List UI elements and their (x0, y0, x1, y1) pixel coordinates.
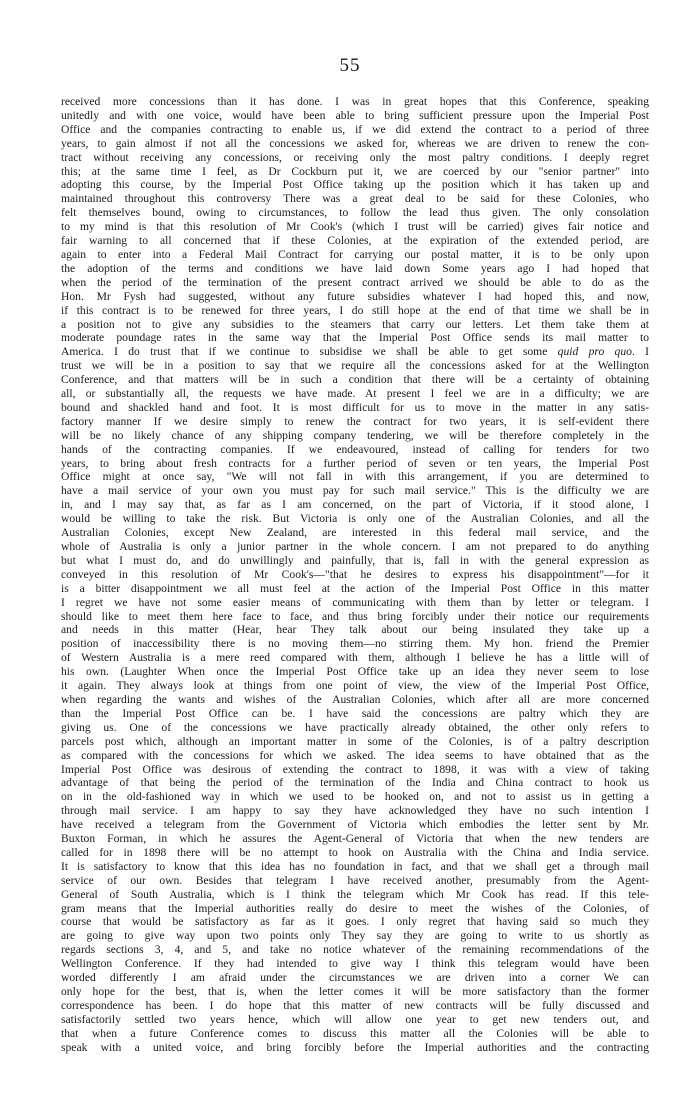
text-line: in, and I may say that, as far as I am concerned, on the part of Victoria, if it stood alone, I (61, 498, 649, 512)
text-line: when the period of the termination of the present contract arrived we should be able to do as the (61, 275, 649, 289)
text-line: received more concessions than it has done. I was in great hopes that this Conference, speaking (61, 95, 649, 108)
text-line: all, or substantially all, the requests we have made. At present I feel we are in a difficulty; we are (61, 387, 649, 401)
text-line: maintained throughout this controversy There was a great deal to be said for these Colonies, who (61, 192, 649, 206)
text-line: is a bitter disappointment we all must feel at the action of the Imperial Post Office in this matter (61, 581, 649, 595)
text-line: It is satisfactory to know that this idea has no foundation in fact, and that we shall get a through mail (61, 859, 649, 873)
text-line: whole of Australia is only a junior partner in the whole concern. I am not prepared to do anything (61, 540, 649, 553)
text-line: the adoption of the terms and conditions we have laid down Some years ago I had hoped that (61, 261, 649, 275)
text-line: called for in 1898 there will be no attempt to hook on Australia with the China and India service. (61, 845, 649, 859)
text-line: factory manner If we desire simply to renew the contract for two years, it is self-evident there (61, 414, 649, 428)
text-line: and needs in this matter (Hear, hear They talk about our being insulated they take up a (61, 623, 649, 637)
text-line: have a mail service of your own you must pay for such mail service." This is the difficulty we are (61, 484, 649, 498)
text-line: on in the old-fashioned way in which we used to be hooked on, and not to assist us in getting a (61, 790, 649, 804)
text-line: Office and the companies contracting to enable us, if we did extend the contract to a period of three (61, 122, 649, 136)
text-line: service of our own. Besides that telegram I have received another, presumably from the Agent- (61, 873, 649, 887)
text-line: when regarding the wants and wishes of the Australian Colonies, which after all are more concerned (61, 692, 649, 706)
text-line: will be no likely chance of any shipping company tendering, we will be therefore completely in the (61, 428, 649, 442)
text-line: Buxton Forman, in which he assures the Agent-General of Victoria that when the new tenders are (61, 832, 649, 846)
text-line: speak with a united voice, and bring forcibly before the Imperial authorities and the contracting (61, 1040, 649, 1054)
text-line: conveyed in this resolution of Mr Cook's—"that he desires to express his disappointment"—for it (61, 567, 649, 581)
italic-phrase: quid pro quo (557, 345, 632, 359)
text-line: Office might at once say, "We will not fall in with this arrangement, if you are determined to (61, 470, 649, 484)
text-line: through mail service. I am happy to say they have acknowledged they have no such intention I (61, 804, 649, 818)
body-text (61, 95, 649, 1055)
text-line: have received a telegram from the Government of Victoria which embodies the letter sent by Mr. (61, 818, 649, 832)
text-line: correspondence has been. I do hope that this matter of new contracts will be fully discussed and (61, 998, 649, 1012)
text-line: giving us. One of the concessions we have practically already obtained, the other only refers to (61, 720, 649, 734)
text-line: tract without receiving any concessions, or receiving only the most paltry conditions. I deeply regret (61, 150, 649, 164)
text-line: his own. (Laughter When once the Imperial Post Office take up an idea they never seem to lose (61, 665, 649, 679)
text-line: if this contract is to be renewed for three years, I do still hope at the end of that time we shall be in (61, 303, 649, 317)
text-line: satisfactorily settled two years hence, which will allow one year to get new tenders out, and (61, 1012, 649, 1026)
text-line: Imperial Post Office was desirous of extending the contract to 1898, it was with a view of taking (61, 762, 649, 776)
text-line: Conference, and that matters will be in such a condition that there will be a certainty of obtaining (61, 373, 649, 387)
text-line: worded differently I am afraid under the circumstances we are driven into a corner We can (61, 971, 649, 985)
text-line: trust we will be in a position to say that we require all the concessions asked for at the Wellington (61, 359, 649, 373)
text-line: regards sections 3, 4, and 5, and take no notice whatever of the remaining recommendations of the (61, 943, 649, 957)
text-line: would be willing to take the risk. But Victoria is only one of the Australian Colonies, and all the (61, 512, 649, 526)
text-line: advantage of that being the period of the termination of the India and China contract to hook us (61, 776, 649, 790)
text-line: parcels post which, although an important matter in some of the Colonies, is of a paltry description (61, 734, 649, 748)
text-line: Australian Colonies, except New Zealand, are interested in this federal mail service, and the (61, 526, 649, 540)
text-line: to my mind is that this resolution of Mr Cook's (which I trust will be carried) gives fair notice and (61, 220, 649, 234)
text-line: years, to gain almost if not all the concessions we asked for, whereas we are driven to renew the con- (61, 136, 649, 150)
text-line: bound and shackled hand and foot. It is most difficult for us to move in the matter in any satis- (61, 400, 649, 414)
text-line: gram means that the Imperial authorities really do desire to meet the wishes of the Colonies, of (61, 901, 649, 915)
text-line: of Western Australia is a mere reed compared with them, although I believe he has a little will of (61, 651, 649, 665)
text-line: General of South Australia, which is I think the telegram which Mr Cook has read. If this tele- (61, 887, 649, 901)
text-line: are going to give way upon two points only They say they are going to write to us shortly as (61, 929, 649, 943)
text-line: this; at the same time I feel, as Dr Cockburn put it, we are coerced by our "senior partner" into (61, 164, 649, 178)
text-line: course that would be satisfactory as far as it goes. I only regret that having said so much they (61, 915, 649, 929)
text-line: adopting this course, by the Imperial Post Office taking up the position which it has taken up and (61, 178, 649, 192)
text-line: hands of the contracting companies. If we endeavoured, instead of calling for tenders for two (61, 442, 649, 456)
text-line: moderate poundage rates in the same way that the Imperial Post Office sends its mail matter to (61, 331, 649, 345)
text-line: Hon. Mr Fysh had suggested, without any future subsidies whatever I had hoped this, and now, (61, 289, 649, 303)
text-line: Wellington Conference. If they had intended to give way I think this telegram would have been (61, 957, 649, 971)
text-line: only hope for the best, that is, when the letter comes it will be more satisfactory than the former (61, 985, 649, 998)
text-line: fair warning to all concerned that if these Colonies, at the expiration of the extended period, are (61, 234, 649, 248)
text-line: unitedly and with one voice, would have been able to bring sufficient pressure upon the Imperial Post (61, 108, 649, 122)
text-line: that when a future Conference comes to discuss this matter all the Colonies will be able to (61, 1026, 649, 1040)
text-line: but what I must do, and do unwillingly and painfully, that is, fall in with the general expression as (61, 553, 649, 567)
text-line: should like to meet them here face to face, and thus bring forcibly under their notice our requirements (61, 609, 649, 623)
text-line: I regret we have not some easier means of communicating with them than by letter or telegram. I (61, 595, 649, 609)
text-line: as compared with the concessions for which we asked. The idea seems to have obtained that as the (61, 748, 649, 762)
text-line: again to enter into a Federal Mail Contract for carrying our postal matter, it is to be only upon (61, 247, 649, 261)
text-line: than the Imperial Post Office can be. I have said the concessions are paltry which they are (61, 706, 649, 720)
text-line: it again. They always look at things from one point of view, the view of the Imperial Post Office, (61, 679, 649, 693)
text-line: America. I do trust that if we continue to subsidise we shall be able to get some quid pro quo. I (61, 345, 649, 359)
text-line: position of inaccessibility there is no moving them—no stirring them. My hon. friend the Premier (61, 637, 649, 651)
text-line: felt themselves bound, owing to circumstances, to follow the lead thus given. The only consolation (61, 206, 649, 220)
text-line: years, to bring about fresh contracts for a further period of seven or ten years, the Imperial Post (61, 456, 649, 470)
page-number: 55 (339, 55, 361, 76)
text-line: a position not to give any subsidies to the steamers that carry our letters. Let them take them at (61, 317, 649, 331)
